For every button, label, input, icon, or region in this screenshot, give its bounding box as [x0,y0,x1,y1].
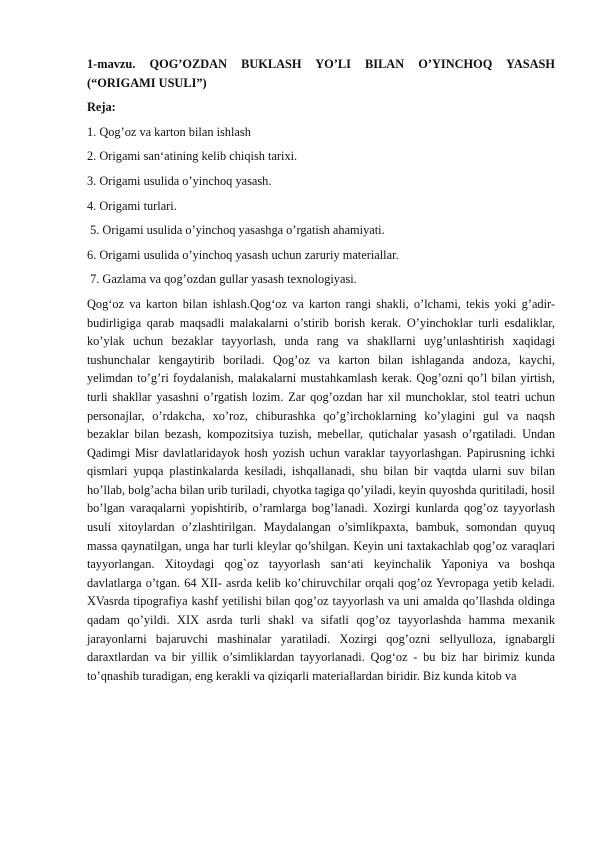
document-page [87,55,555,685]
plan-heading: Reja: [87,100,116,115]
plan-list [87,123,555,289]
plan-item-1: 1. Qog’oz va karton bilan ishlash [87,124,251,139]
plan-item-5: 5. Origami usulida o’yinchoq yasashga o’rgatish ahamiyati. [87,223,385,238]
plan-item-4: 4. Origami turlari. [87,198,177,213]
document-title: 1-mavzu. QOG’OZDAN BUKLASH YO’LI BILAN O’YINCHOQ YASASH (“ORIGAMI USULI”) [87,57,555,90]
plan-item-6: 6. Origami usulida o’yinchoq yasash uchun zaruriy materiallar. [87,247,399,262]
plan-item-3: 3. Origami usulida o’yinchoq yasash. [87,173,272,188]
body-paragraph: Qog‘oz va karton bilan ishlash.Qog‘oz va karton rangi shakli, o’lchami, tekis yoki g’adir-budirligiga qarab maqsadli malakalarni o’stirib borish kerak. O’yinchoklar turli esdaliklar, ko’ylak uchun bezaklar tayyorlash, unda rang va shakllarni uyg’unlashtirish xaqidagi tushunchalar kengaytirib boriladi. Qog’oz va karton bilan ishlaganda andoza, kaychi, yelimdan to’g’ri foydalanish, malakalarni mustahkamlash kerak. Qog’ozni qo’l bilan yirtish, turli shakllar yasashni o’rgatish lozim. Zar qog’ozdan har xil munchoklar, stol teatri uchun personajlar, o’rdakcha, xo’roz, chiburashka qo’g’irchoklarning ko’ylagini gul va naqsh bezaklar bilan bezash, kompozitsiya tuzish, mebellar, qutichalar yasash o’rgatiladi. Undan Qadimgi Misr davlatlaridayok hosh yozish uchun varaklar tayyorlashgan. Papirusning ichki qismlari yupqa plastinkalarda kesiladi, ishqallanadi, shu bilan bir vaqtda ularni suv bilan ho’llab, bolg’acha bilan urib turiladi, chyotka tagiga qo’yiladi, keyin quyoshda quritiladi, hosil bo’lgan varaqalarni yopishtirib, o’ramlarga bog’lanadi. Xozirgi kunlarda qog’oz tayyorlash usuli xitoylardan o’zlashtirilgan. Maydalangan o’simlikpaxta, bambuk, somondan quyuq massa qaynatilgan, unga har turli kleylar qo’shilgan. Keyin uni taxtakachlab qog’oz varaqlari tayyorlangan. Xitoydagi qog`oz tayyorlash san‘ati keyinchalik Yaponiya va boshqa davlatlarga o’tgan. 64 XII- asrda kelib ko’chiruvchilar orqali qog’oz Yevropaga yetib keladi. XVasrda tipografiya kashf yetilishi bilan qog’oz tayyorlash va uni amalda qo’llashda oldinga qadam qo’yildi. XIX asrda turli shakl va sifatli qog’oz tayyorlashda hamma mexanik jarayonlarni bajaruvchi mashinalar yaratiladi. Xozirgi qog’ozni sellyulloza, ignabargli daraxtlardan va bir yillik o’simliklardan tayyorlanadi. Qog‘oz - bu biz har birimiz kunda to’qnashib turadigan, eng kerakli va qiziqarli materiallardan biridir. Biz kunda kitob va [87,296,555,683]
plan-item-2: 2. Origami san‘atining kelib chiqish tarixi. [87,149,298,164]
plan-item-7: 7. Gazlama va qog’ozdan gullar yasash texnologiyasi. [87,272,357,287]
